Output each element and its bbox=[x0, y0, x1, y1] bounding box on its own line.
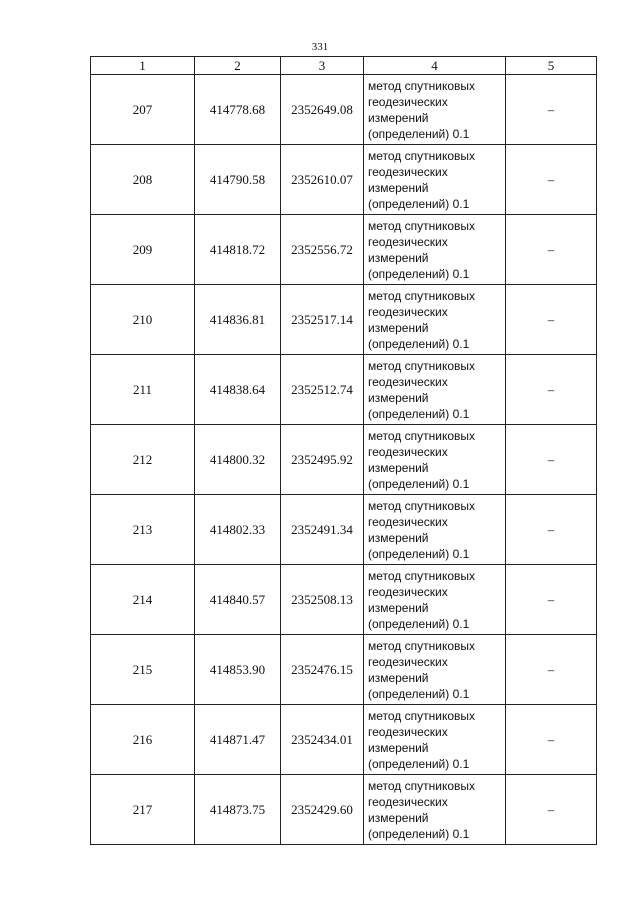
y-coordinate-cell: 2352508.13 bbox=[281, 565, 364, 635]
header-row bbox=[91, 57, 597, 75]
method-cell bbox=[364, 775, 506, 845]
method-line: измерений bbox=[368, 320, 429, 335]
y-coordinate-cell: 2352556.72 bbox=[281, 215, 364, 285]
y-coordinate-cell: 2352434.01 bbox=[281, 705, 364, 775]
y-coordinate-cell: 2352649.08 bbox=[281, 75, 364, 145]
point-number-cell: 214 bbox=[91, 565, 195, 635]
note-cell: – bbox=[506, 215, 597, 285]
point-number-cell: 209 bbox=[91, 215, 195, 285]
method-cell bbox=[364, 215, 506, 285]
column-header-1: 1 bbox=[91, 57, 195, 75]
method-line: (определений) 0.1 bbox=[368, 686, 470, 701]
column-header-2: 2 bbox=[195, 57, 281, 75]
x-coordinate-cell: 414840.57 bbox=[195, 565, 281, 635]
table-row bbox=[91, 775, 597, 845]
point-number-cell: 213 bbox=[91, 495, 195, 565]
note-cell: – bbox=[506, 495, 597, 565]
method-line: (определений) 0.1 bbox=[368, 126, 470, 141]
method-cell bbox=[364, 425, 506, 495]
point-number-cell: 208 bbox=[91, 145, 195, 215]
method-cell bbox=[364, 285, 506, 355]
y-coordinate-cell: 2352429.60 bbox=[281, 775, 364, 845]
method-line: метод спутниковых bbox=[368, 638, 476, 653]
column-header-4: 4 bbox=[364, 57, 506, 75]
point-number-cell: 215 bbox=[91, 635, 195, 705]
method-line: метод спутниковых bbox=[368, 428, 476, 443]
coordinates-table bbox=[90, 56, 597, 845]
x-coordinate-cell: 414800.32 bbox=[195, 425, 281, 495]
y-coordinate-cell: 2352495.92 bbox=[281, 425, 364, 495]
method-line: метод спутниковых bbox=[368, 148, 476, 163]
method-line: метод спутниковых bbox=[368, 218, 476, 233]
method-cell bbox=[364, 565, 506, 635]
method-line: геодезических bbox=[368, 584, 448, 599]
method-cell bbox=[364, 635, 506, 705]
point-number-cell: 210 bbox=[91, 285, 195, 355]
method-line: геодезических bbox=[368, 724, 448, 739]
method-line: измерений bbox=[368, 530, 429, 545]
method-line: геодезических bbox=[368, 164, 448, 179]
method-line: метод спутниковых bbox=[368, 78, 476, 93]
method-line: (определений) 0.1 bbox=[368, 406, 470, 421]
table-row bbox=[91, 285, 597, 355]
table-row bbox=[91, 635, 597, 705]
point-number-cell: 212 bbox=[91, 425, 195, 495]
method-cell bbox=[364, 75, 506, 145]
x-coordinate-cell: 414818.72 bbox=[195, 215, 281, 285]
table-row bbox=[91, 145, 597, 215]
method-line: (определений) 0.1 bbox=[368, 616, 470, 631]
table-body bbox=[91, 75, 597, 845]
method-line: измерений bbox=[368, 110, 429, 125]
method-line: измерений bbox=[368, 460, 429, 475]
method-line: (определений) 0.1 bbox=[368, 756, 470, 771]
point-number-cell: 211 bbox=[91, 355, 195, 425]
note-cell: – bbox=[506, 145, 597, 215]
page-number: 331 bbox=[311, 41, 329, 53]
table-row bbox=[91, 705, 597, 775]
y-coordinate-cell: 2352610.07 bbox=[281, 145, 364, 215]
method-line: геодезических bbox=[368, 304, 448, 319]
x-coordinate-cell: 414873.75 bbox=[195, 775, 281, 845]
method-line: измерений bbox=[368, 670, 429, 685]
method-line: измерений bbox=[368, 250, 429, 265]
y-coordinate-cell: 2352491.34 bbox=[281, 495, 364, 565]
table-row bbox=[91, 425, 597, 495]
note-cell: – bbox=[506, 705, 597, 775]
table-row bbox=[91, 565, 597, 635]
note-cell: – bbox=[506, 355, 597, 425]
method-line: геодезических bbox=[368, 234, 448, 249]
method-line: метод спутниковых bbox=[368, 288, 476, 303]
y-coordinate-cell: 2352476.15 bbox=[281, 635, 364, 705]
method-line: (определений) 0.1 bbox=[368, 196, 470, 211]
y-coordinate-cell: 2352517.14 bbox=[281, 285, 364, 355]
method-cell bbox=[364, 145, 506, 215]
x-coordinate-cell: 414790.58 bbox=[195, 145, 281, 215]
method-cell bbox=[364, 355, 506, 425]
table-row bbox=[91, 355, 597, 425]
x-coordinate-cell: 414838.64 bbox=[195, 355, 281, 425]
column-header-3: 3 bbox=[281, 57, 364, 75]
note-cell: – bbox=[506, 565, 597, 635]
method-line: метод спутниковых bbox=[368, 498, 476, 513]
note-cell: – bbox=[506, 775, 597, 845]
method-line: (определений) 0.1 bbox=[368, 826, 470, 841]
method-line: (определений) 0.1 bbox=[368, 476, 470, 491]
method-line: геодезических bbox=[368, 654, 448, 669]
x-coordinate-cell: 414853.90 bbox=[195, 635, 281, 705]
note-cell: – bbox=[506, 75, 597, 145]
method-line: измерений bbox=[368, 180, 429, 195]
method-line: измерений bbox=[368, 810, 429, 825]
method-cell bbox=[364, 495, 506, 565]
method-line: измерений bbox=[368, 600, 429, 615]
method-line: геодезических bbox=[368, 514, 448, 529]
method-line: (определений) 0.1 bbox=[368, 336, 470, 351]
method-line: метод спутниковых bbox=[368, 568, 476, 583]
note-cell: – bbox=[506, 425, 597, 495]
note-cell: – bbox=[506, 285, 597, 355]
method-line: метод спутниковых bbox=[368, 778, 476, 793]
point-number-cell: 217 bbox=[91, 775, 195, 845]
note-cell: – bbox=[506, 635, 597, 705]
column-header-5: 5 bbox=[506, 57, 597, 75]
table-row bbox=[91, 215, 597, 285]
method-line: геодезических bbox=[368, 374, 448, 389]
method-line: измерений bbox=[368, 390, 429, 405]
x-coordinate-cell: 414802.33 bbox=[195, 495, 281, 565]
x-coordinate-cell: 414871.47 bbox=[195, 705, 281, 775]
x-coordinate-cell: 414778.68 bbox=[195, 75, 281, 145]
method-line: (определений) 0.1 bbox=[368, 546, 470, 561]
y-coordinate-cell: 2352512.74 bbox=[281, 355, 364, 425]
table-row bbox=[91, 75, 597, 145]
method-line: геодезических bbox=[368, 444, 448, 459]
table-row bbox=[91, 495, 597, 565]
method-line: метод спутниковых bbox=[368, 708, 476, 723]
method-line: измерений bbox=[368, 740, 429, 755]
point-number-cell: 207 bbox=[91, 75, 195, 145]
method-line: геодезических bbox=[368, 794, 448, 809]
method-line: геодезических bbox=[368, 94, 448, 109]
method-line: (определений) 0.1 bbox=[368, 266, 470, 281]
method-cell bbox=[364, 705, 506, 775]
method-line: метод спутниковых bbox=[368, 358, 476, 373]
x-coordinate-cell: 414836.81 bbox=[195, 285, 281, 355]
point-number-cell: 216 bbox=[91, 705, 195, 775]
